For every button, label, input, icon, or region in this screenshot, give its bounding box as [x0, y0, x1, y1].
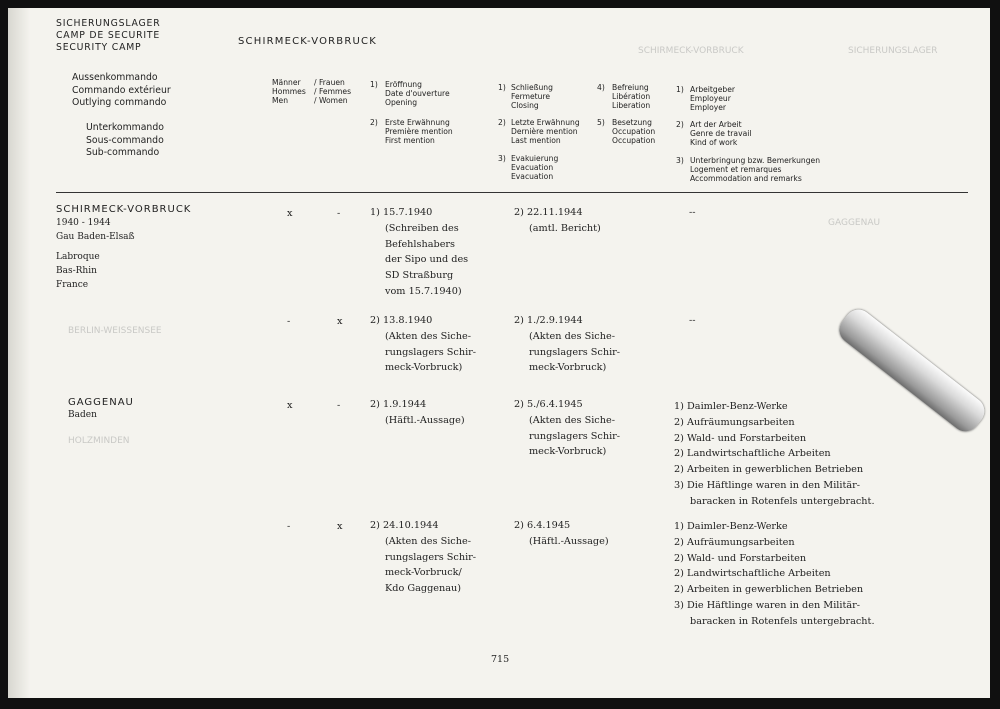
entry-place-details — [56, 216, 135, 292]
cell-line: (Häftl.-Aussage) — [529, 535, 609, 547]
camp-label-fr: CAMP DE SECURITE — [56, 30, 161, 41]
aussenkommando-label — [72, 72, 171, 110]
arbeitgeber-en: Employer — [690, 103, 727, 112]
entry-work-cell: -- — [689, 207, 696, 218]
besetzung-fr: Occupation — [612, 127, 656, 136]
art-de: Art der Arbeit — [690, 120, 742, 129]
col-art — [690, 120, 751, 147]
gender-de: Männer — [272, 78, 301, 87]
show-through-text: GAGGENAU — [828, 218, 881, 228]
entry-place-name: GAGGENAU — [68, 397, 134, 408]
cell-line: 1) Daimler-Benz-Werke — [674, 521, 788, 532]
col-arbeitgeber — [690, 85, 735, 112]
unterbringung-fr: Logement et remarques — [690, 165, 782, 174]
aussen-de: Aussenkommando — [72, 72, 158, 83]
evakuierung-fr: Evacuation — [511, 163, 554, 172]
col-befreiung — [612, 83, 650, 110]
entry-opening-cell — [370, 205, 468, 300]
document-page — [8, 8, 990, 698]
camp-label-de: SICHERUNGSLAGER — [56, 18, 161, 29]
women-mark: - — [337, 208, 341, 219]
unterkommando-label — [86, 122, 164, 160]
letzte-de: Letzte Erwähnung — [511, 118, 580, 127]
show-through-text: HOLZMINDEN — [68, 436, 130, 446]
cell-line: 2) 6.4.1945 — [514, 520, 571, 531]
cell-line: SD Straßburg — [385, 270, 454, 282]
camp-label-en: SECURITY CAMP — [56, 42, 142, 53]
entry-town: Labroque — [56, 252, 100, 262]
schliessung-en: Closing — [511, 101, 539, 110]
cell-line: rungslagers Schir- — [385, 551, 477, 563]
entry-closing-cell — [514, 397, 620, 460]
gender-de-f: / Frauen — [314, 78, 345, 87]
cell-line: 2) Wald- und Forstarbeiten — [674, 432, 807, 444]
besetzung-en: Occupation — [612, 136, 656, 145]
cell-line: (Akten des Siche- — [529, 330, 615, 342]
men-mark: - — [287, 521, 291, 532]
unter-en: Sub-commando — [86, 147, 160, 158]
entry-closing-cell — [514, 518, 609, 550]
cell-line: meck-Vorbruck) — [529, 362, 607, 374]
arbeitgeber-de: Arbeitgeber — [690, 85, 736, 94]
cell-line: 2) Aufräumungsarbeiten — [674, 416, 795, 428]
entry-work-cell: -- — [689, 315, 696, 326]
entry-opening-cell — [370, 313, 476, 376]
eroeffnung-de: Eröffnung — [385, 80, 422, 89]
women-mark: x — [337, 521, 343, 532]
gender-en-f: / Women — [314, 96, 348, 105]
cell-line: der Sipo und des — [385, 254, 469, 266]
cell-line: 2) Arbeiten in gewerblichen Betrieben — [674, 584, 864, 596]
page-number: 715 — [491, 654, 510, 665]
schliessung-fr: Fermeture — [511, 92, 551, 101]
befreiung-en: Liberation — [612, 101, 651, 110]
entry-work-cell — [674, 399, 875, 510]
col-art-num: 2) — [676, 120, 684, 129]
header-divider — [56, 192, 968, 193]
aussen-en: Outlying commando — [72, 97, 167, 108]
col-schliessung-num: 1) — [498, 83, 506, 92]
entry-work-cell — [674, 519, 875, 630]
eroeffnung-en: Opening — [385, 98, 418, 107]
cell-line: Kdo Gaggenau) — [385, 583, 462, 595]
gender-men-label — [272, 78, 306, 105]
men-mark: x — [287, 400, 293, 411]
erste-de: Erste Erwähnung — [385, 118, 450, 127]
cell-line: 2) 13.8.1940 — [370, 315, 433, 326]
cell-line: rungslagers Schir- — [529, 346, 621, 358]
cell-line: meck-Vorbruck/ — [385, 567, 462, 579]
cell-line: 2) 1.9.1944 — [370, 399, 427, 410]
entry-closing-cell — [514, 313, 620, 376]
letzte-en: Last mention — [511, 136, 561, 145]
camp-name-heading: SCHIRMECK-VORBRUCK — [238, 36, 377, 47]
unterbringung-de: Unterbringung bzw. Bemerkungen — [690, 156, 821, 165]
entry-country: France — [56, 280, 89, 290]
cell-line: 2) Arbeiten in gewerblichen Betrieben — [674, 464, 864, 476]
women-mark: - — [337, 400, 341, 411]
cell-line: baracken in Rotenfels untergebracht. — [690, 495, 875, 507]
cell-line: (Akten des Siche- — [385, 535, 471, 547]
cell-line: 2) Wald- und Forstarbeiten — [674, 552, 807, 564]
entry-opening-cell — [370, 397, 465, 429]
col-letzte-num: 2) — [498, 118, 506, 127]
col-schliessung — [511, 83, 553, 110]
entry-region: Baden — [68, 410, 97, 420]
men-mark: - — [287, 316, 291, 327]
cell-line: 3) Die Häftlinge waren in den Militär- — [674, 599, 861, 611]
eroeffnung-fr: Date d'ouverture — [385, 89, 450, 98]
cell-line: rungslagers Schir- — [529, 430, 621, 442]
unter-de: Unterkommando — [86, 122, 164, 133]
cell-line: (Häftl.-Aussage) — [385, 414, 465, 426]
col-evakuierung-num: 3) — [498, 154, 506, 163]
cell-line: 1) 15.7.1940 — [370, 207, 433, 218]
cell-line: meck-Vorbruck) — [529, 446, 607, 458]
col-letzte — [511, 118, 580, 145]
entry-period: 1940 - 1944 — [56, 218, 111, 228]
cell-line: 2) 5./6.4.1945 — [514, 399, 583, 410]
men-mark: x — [287, 208, 293, 219]
erste-en: First mention — [385, 136, 435, 145]
cell-line: 2) 22.11.1944 — [514, 207, 583, 218]
cell-line: (amtl. Bericht) — [529, 222, 601, 234]
unterbringung-en: Accommodation and remarks — [690, 174, 802, 183]
cell-line: meck-Vorbruck) — [385, 362, 463, 374]
befreiung-de: Befreiung — [612, 83, 649, 92]
cell-line: (Akten des Siche- — [385, 330, 471, 342]
erste-fr: Première mention — [385, 127, 453, 136]
befreiung-fr: Libération — [612, 92, 651, 101]
cell-line: 3) Die Häftlinge waren in den Militär- — [674, 479, 861, 491]
cell-line: rungslagers Schir- — [385, 346, 477, 358]
aussen-fr: Commando extérieur — [72, 84, 171, 96]
entry-department: Bas-Rhin — [56, 266, 97, 276]
gender-women-label — [314, 78, 351, 105]
evakuierung-en: Evacuation — [511, 172, 554, 181]
art-en: Kind of work — [690, 138, 738, 147]
col-eroeffnung — [385, 80, 450, 107]
camp-label-block — [56, 18, 160, 54]
women-mark: x — [337, 316, 343, 327]
entry-closing-cell — [514, 205, 601, 237]
cell-line: baracken in Rotenfels untergebracht. — [690, 615, 875, 627]
gender-fr: Hommes — [272, 87, 306, 96]
gender-en: Men — [272, 96, 289, 105]
cell-line: 1) Daimler-Benz-Werke — [674, 401, 788, 412]
schliessung-de: Schließung — [511, 83, 553, 92]
gender-fr-f: / Femmes — [314, 87, 352, 96]
cell-line: (Schreiben des — [385, 222, 459, 234]
col-evakuierung — [511, 154, 558, 181]
show-through-text: SCHIRMECK-VORBRUCK — [638, 46, 744, 56]
arbeitgeber-fr: Employeur — [690, 94, 731, 103]
show-through-text: BERLIN-WEISSENSEE — [68, 326, 162, 336]
col-erste — [385, 118, 453, 145]
col-unterbringung — [690, 156, 820, 183]
entry-gau: Gau Baden-Elsaß — [56, 232, 135, 242]
show-through-text: SICHERUNGSLAGER — [848, 46, 938, 56]
cell-line: 2) 1./2.9.1944 — [514, 315, 583, 326]
col-befreiung-num: 4) — [597, 83, 605, 92]
unter-fr: Sous-commando — [86, 134, 164, 146]
col-erste-num: 2) — [370, 118, 378, 127]
cell-line: (Akten des Siche- — [529, 414, 615, 426]
col-arbeitgeber-num: 1) — [676, 85, 684, 94]
col-eroeffnung-num: 1) — [370, 80, 378, 89]
art-fr: Genre de travail — [690, 129, 752, 138]
col-unterbringung-num: 3) — [676, 156, 684, 165]
cell-line: 2) Landwirtschaftliche Arbeiten — [674, 448, 831, 460]
cell-line: 2) Aufräumungsarbeiten — [674, 536, 795, 548]
cell-line: 2) Landwirtschaftliche Arbeiten — [674, 568, 831, 580]
cell-line: 2) 24.10.1944 — [370, 520, 439, 531]
letzte-fr: Dernière mention — [511, 127, 578, 136]
page-spine-shadow — [8, 8, 30, 698]
cell-line: vom 15.7.1940) — [385, 285, 462, 297]
entry-place-name: SCHIRMECK-VORBRUCK — [56, 204, 192, 215]
cell-line: Befehlshabers — [385, 238, 456, 250]
evakuierung-de: Evakuierung — [511, 154, 559, 163]
besetzung-de: Besetzung — [612, 118, 652, 127]
entry-opening-cell — [370, 518, 476, 597]
col-besetzung-num: 5) — [597, 118, 605, 127]
col-besetzung — [612, 118, 655, 145]
